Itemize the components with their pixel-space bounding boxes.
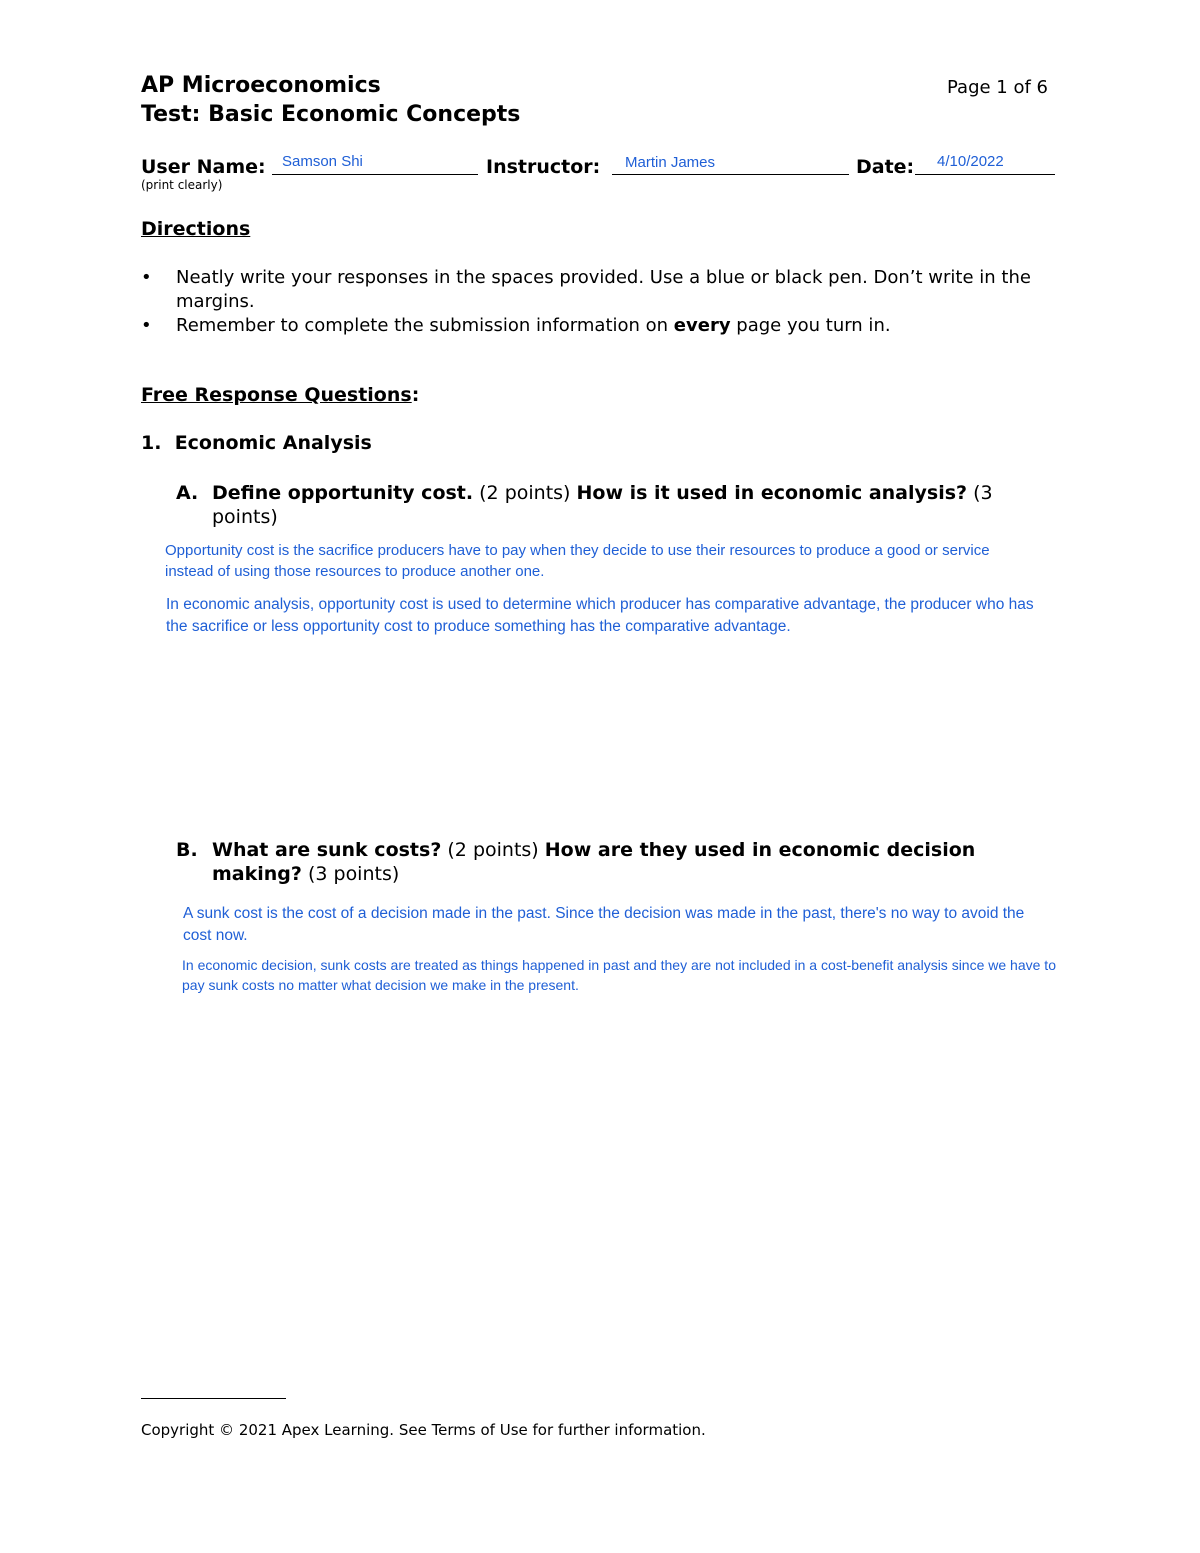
instructor-value: Martin James xyxy=(625,154,716,171)
directions-heading: Directions xyxy=(141,218,251,240)
question-1a xyxy=(176,481,1026,529)
question-1b-points2: (3 points) xyxy=(301,863,400,885)
question-letter: A. xyxy=(176,482,199,504)
user-name-line[interactable] xyxy=(272,174,478,175)
test-title: Test: Basic Economic Concepts xyxy=(141,102,521,127)
instructor-line[interactable] xyxy=(612,174,849,175)
answer-1b-part1[interactable]: A sunk cost is the cost of a decision made in the past. Since the decision was made in the past, there's no way to avoid the cost now. xyxy=(183,905,1025,944)
directions-item xyxy=(141,314,1061,338)
question-1a-points2: (3 points) xyxy=(212,482,993,528)
user-name-label: User Name: xyxy=(141,156,266,178)
question-1a-part1: Define opportunity cost. xyxy=(212,482,474,504)
directions-item-text-pre: Remember to complete the submission information on xyxy=(176,315,674,336)
question-1b-part1: What are sunk costs? xyxy=(212,839,442,861)
course-title: AP Microeconomics xyxy=(141,73,381,98)
question-number: 1. xyxy=(141,432,162,454)
print-clearly-note: (print clearly) xyxy=(141,178,223,192)
bullet-icon: • xyxy=(141,315,152,336)
date-value: 4/10/2022 xyxy=(937,153,1004,170)
frq-heading-colon: : xyxy=(411,384,420,406)
question-1b xyxy=(176,838,1026,886)
directions-emphasis: every xyxy=(673,315,731,336)
directions-item-text-post: page you turn in. xyxy=(730,315,891,336)
instructor-label: Instructor: xyxy=(486,156,601,178)
submission-info xyxy=(141,152,1056,184)
question-1a-points1: (2 points) xyxy=(473,482,577,504)
frq-heading xyxy=(141,384,419,406)
answer-1b-part2[interactable]: In economic decision, sunk costs are treated as things happened in past and they are not included in a cost-benefit analysis since we have to pay sunk costs no matter what decision we make in the present. xyxy=(182,957,1056,993)
directions-item-text: Neatly write your responses in the spaces provided. Use a blue or black pen. Don’t write in the margins. xyxy=(176,267,1031,312)
question-1b-points1: (2 points) xyxy=(441,839,545,861)
answer-1a-part2[interactable]: In economic analysis, opportunity cost is used to determine which producer has comparative advantage, the producer who has the sacrifice or less opportunity cost to produce something has the comparative advantage. xyxy=(166,596,1034,635)
question-1b-part2: How are they used in economic decision making? xyxy=(212,839,976,885)
answer-1a-part1[interactable]: Opportunity cost is the sacrifice producers have to pay when they decide to use their resources to produce a good or service instead of using those resources to produce another one. xyxy=(165,542,990,580)
date-line[interactable] xyxy=(915,174,1055,175)
frq-heading-text: Free Response Questions xyxy=(141,384,412,406)
user-name-value: Samson Shi xyxy=(282,153,363,170)
question-title: Economic Analysis xyxy=(174,432,372,454)
question-letter: B. xyxy=(176,839,198,861)
bullet-icon: • xyxy=(141,267,152,288)
directions-item xyxy=(141,266,1061,314)
directions-list xyxy=(141,266,1061,338)
question-1a-part2: How is it used in economic analysis? xyxy=(576,482,968,504)
page-indicator: Page 1 of 6 xyxy=(947,77,1048,98)
question-1 xyxy=(141,432,372,454)
footnote-rule xyxy=(141,1398,286,1399)
copyright-notice: Copyright © 2021 Apex Learning. See Terms of Use for further information. xyxy=(141,1421,706,1439)
date-label: Date: xyxy=(856,156,915,178)
